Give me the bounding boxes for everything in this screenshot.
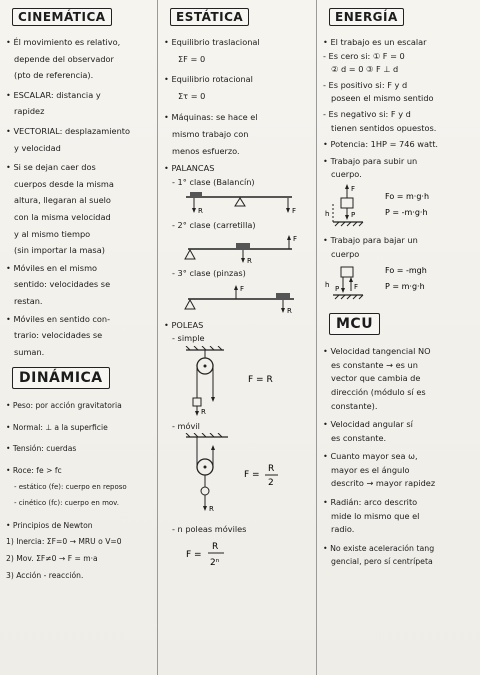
note-line: • VECTORIAL: desplazamiento bbox=[6, 125, 153, 139]
note-line: suman. bbox=[14, 346, 45, 357]
note-line: 3) Acción - reacción. bbox=[6, 570, 84, 580]
note-line: con la misma velocidad bbox=[14, 211, 111, 222]
note-line: • Potencia: 1HP = 746 watt. bbox=[323, 138, 476, 152]
formula-simple-pulley: F = R bbox=[248, 374, 273, 385]
note-line: 1) Inercia: ΣF=0 → MRU o V=0 bbox=[6, 537, 122, 547]
note-line: dirección (módulo sí es bbox=[331, 386, 426, 397]
note-line: y velocidad bbox=[14, 142, 61, 153]
movable-pulley-diagram bbox=[164, 433, 314, 515]
note-line: y al mismo tiempo bbox=[14, 228, 91, 239]
formula-movable-denominator: 2 bbox=[268, 478, 274, 489]
lever-third-class-diagram bbox=[164, 281, 304, 315]
note-line: radio. bbox=[331, 524, 355, 535]
label-R: R bbox=[198, 207, 203, 216]
column-estatica bbox=[158, 0, 316, 675]
note-line: • Si se dejan caer dos bbox=[6, 161, 153, 175]
note-line: • Velocidad tangencial NO bbox=[323, 345, 476, 359]
note-line: • Equilibrio rotacional bbox=[164, 73, 312, 87]
note-line: • Velocidad angular sí bbox=[323, 418, 476, 432]
note-line: - móvil bbox=[172, 420, 200, 431]
note-line: • Normal: ⊥ a la superficie bbox=[6, 421, 153, 435]
note-line: - cinético (fc): cuerpo en mov. bbox=[14, 499, 120, 508]
note-line: • Cuanto mayor sea ω, bbox=[323, 450, 476, 464]
note-line: cuerpo bbox=[331, 248, 360, 259]
note-line: (pto de referencia). bbox=[14, 70, 94, 81]
label-R: R bbox=[247, 256, 252, 265]
formula-lower-force: Fo = -mgh bbox=[385, 266, 427, 276]
note-line: - simple bbox=[172, 333, 205, 344]
label-h: h bbox=[325, 281, 330, 290]
lever-second-class-diagram bbox=[164, 233, 304, 265]
note-line: • Principios de Newton bbox=[6, 519, 153, 533]
note-line: poseen el mismo sentido bbox=[331, 93, 434, 104]
label-F: F bbox=[240, 284, 245, 293]
note-line: restan. bbox=[14, 295, 43, 306]
formula-n-left: F = bbox=[186, 549, 202, 560]
note-line: • Roce: fe > fc bbox=[6, 464, 153, 478]
note-line: menos esfuerzo. bbox=[172, 145, 240, 156]
dinamica-title: DINÁMICA bbox=[12, 367, 110, 389]
label-P: P bbox=[351, 210, 356, 219]
note-line: 2) Mov. ΣF≠0 → F = m·a bbox=[6, 554, 98, 564]
note-line: • ESCALAR: distancia y bbox=[6, 89, 153, 103]
note-line: - Es negativo si: F y d bbox=[323, 108, 411, 119]
note-line: • POLEAS bbox=[164, 319, 312, 333]
column-energia-mcu bbox=[317, 0, 480, 675]
note-line: • PALANCAS bbox=[164, 162, 312, 176]
formula-n-numerator: R bbox=[212, 541, 219, 552]
label-R: R bbox=[287, 306, 292, 315]
note-line: • Máquinas: se hace el bbox=[164, 111, 312, 125]
label-F: F bbox=[292, 207, 297, 216]
formula-lift-force: Fo = m·g·h bbox=[385, 191, 430, 201]
note-line: gencial, pero sí centrípeta bbox=[331, 557, 433, 567]
n-pulleys-formula bbox=[164, 537, 314, 573]
lift-work-diagram bbox=[323, 182, 473, 230]
note-line: - Es positivo si: F y d bbox=[323, 79, 408, 90]
note-line: • Móviles en el mismo bbox=[6, 262, 153, 276]
note-line: - 1° clase (Balancín) bbox=[172, 176, 255, 187]
note-line: Στ = 0 bbox=[178, 90, 206, 101]
note-line: cuerpo. bbox=[331, 169, 362, 180]
note-line: (sin importar la masa) bbox=[14, 245, 105, 256]
note-line: • Él movimiento es relativo, bbox=[6, 36, 153, 50]
note-line: altura, llegaran al suelo bbox=[14, 195, 111, 206]
note-line: cuerpos desde la misma bbox=[14, 178, 114, 189]
note-line: trario: velocidades se bbox=[14, 330, 103, 341]
note-line: • Trabajo para subir un bbox=[323, 155, 476, 169]
formula-movable-numerator: R bbox=[268, 464, 275, 475]
note-line: ② d = 0 ③ F ⊥ d bbox=[331, 64, 399, 75]
column-cinematica-dinamica bbox=[0, 0, 157, 675]
note-line: es constante → es un bbox=[331, 359, 418, 370]
formula-movable-left: F = bbox=[244, 470, 260, 481]
label-P: P bbox=[335, 285, 340, 294]
note-line: • Móviles en sentido con- bbox=[6, 313, 153, 327]
note-line: rapidez bbox=[14, 106, 45, 117]
note-line: sentido: velocidades se bbox=[14, 279, 111, 290]
label-F: F bbox=[293, 234, 298, 243]
label-F: F bbox=[354, 283, 359, 292]
note-line: es constante. bbox=[331, 432, 387, 443]
note-line: descrito → mayor rapidez bbox=[331, 478, 436, 489]
simple-pulley-diagram bbox=[164, 346, 314, 418]
note-line: tienen sentidos opuestos. bbox=[331, 122, 437, 133]
note-line: - 3° clase (pinzas) bbox=[172, 267, 246, 278]
note-line: mismo trabajo con bbox=[172, 128, 249, 139]
lower-work-diagram bbox=[323, 261, 473, 303]
label-R: R bbox=[201, 407, 206, 416]
note-line: • No existe aceleración tang bbox=[323, 542, 476, 556]
label-R: R bbox=[209, 505, 214, 514]
energia-title: ENERGÍA bbox=[329, 8, 404, 26]
note-line: mide lo mismo que el bbox=[331, 510, 420, 521]
note-line: vector que cambia de bbox=[331, 373, 421, 384]
note-line: • Peso: por acción gravitatoria bbox=[6, 399, 153, 413]
note-line: - estático (fe): cuerpo en reposo bbox=[14, 482, 127, 491]
note-line: ΣF = 0 bbox=[178, 53, 206, 64]
note-line: • Trabajo para bajar un bbox=[323, 234, 476, 248]
note-line: • Equilibrio traslacional bbox=[164, 36, 312, 50]
mcu-title: MCU bbox=[329, 313, 380, 335]
cinematica-title: CINEMÁTICA bbox=[12, 8, 112, 26]
estatica-title: ESTÁTICA bbox=[170, 8, 249, 26]
formula-lower-weight: P = m·g·h bbox=[385, 282, 425, 292]
note-line: • Radián: arco descrito bbox=[323, 496, 476, 510]
lever-first-class-diagram bbox=[164, 189, 304, 217]
note-line: - Es cero si: ① F = 0 bbox=[323, 50, 405, 61]
note-line: • El trabajo es un escalar bbox=[323, 36, 476, 50]
label-F: F bbox=[351, 184, 356, 193]
note-line: mayor es el ángulo bbox=[331, 464, 410, 475]
note-line: - n poleas móviles bbox=[172, 524, 247, 535]
note-line: - 2° clase (carretilla) bbox=[172, 220, 256, 231]
note-line: constante). bbox=[331, 400, 378, 411]
formula-lift-weight: P = -m·g·h bbox=[385, 207, 428, 217]
formula-n-denominator: 2ⁿ bbox=[210, 557, 220, 568]
note-line: depende del observador bbox=[14, 53, 114, 64]
label-h: h bbox=[325, 209, 330, 218]
note-line: • Tensión: cuerdas bbox=[6, 442, 153, 456]
